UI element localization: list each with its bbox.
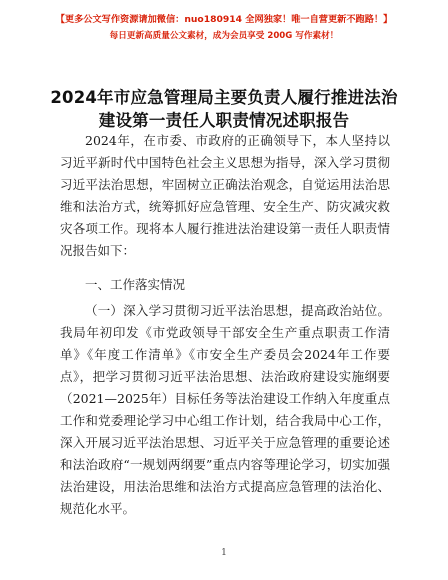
intro-paragraph: 2024年，在市委、市政府的正确领导下，本人坚持以习近平新时代中国特色社会主义思想为指导，深入学习贯彻习近平法治思想，牢固树立正确法治观念，自觉运用法治思维和法治方式，统筹抓好应急管理、安全生产、防灾减灾救灾各项工作。现将本人履行推进法治建设第一责任人职责情况报告如下： (60, 133, 390, 258)
document-title-line-2: 建设第一责任人职责情况述职报告 (98, 111, 350, 130)
document-title (40, 86, 408, 132)
promo-banner-line-1: 【更多公文写作资源请加微信：nuo180914 全网独家！唯一自营更新不跑路！】 (55, 14, 393, 25)
promo-banner (0, 12, 448, 44)
page-number: 1 (221, 548, 227, 558)
document-title-line-1: 2024年市应急管理局主要负责人履行推进法治 (50, 88, 398, 107)
subsection-paragraph: （一）深入学习贯彻习近平法治思想，提高政治站位。我局年初印发《市党政领导干部安全生产重点职责工作清单》《年度工作清单》《市安全生产委员会2024年工作要点》，把学习贯彻习近平法治思想、法治政府建设实施纲要（2021—2025年）目标任务等法治建设工作纳入年度重点工作和党委理论学习中心组工作计划，结合我局中心工作，深入开展习近平法治思想、习近平关于应急管理的重要论述和法治政府“一规划两纲要”重点内容等理论学习，切实加强法治建设，用法治思维和法治方式提高应急管理的法治化、规范化水平。 (60, 303, 390, 516)
document-body (60, 130, 390, 520)
promo-banner-line-2: 每日更新高质量公文素材，成为会员享受 200G 写作素材！ (109, 31, 339, 41)
section-heading: 一、工作落实情况 (85, 277, 186, 292)
